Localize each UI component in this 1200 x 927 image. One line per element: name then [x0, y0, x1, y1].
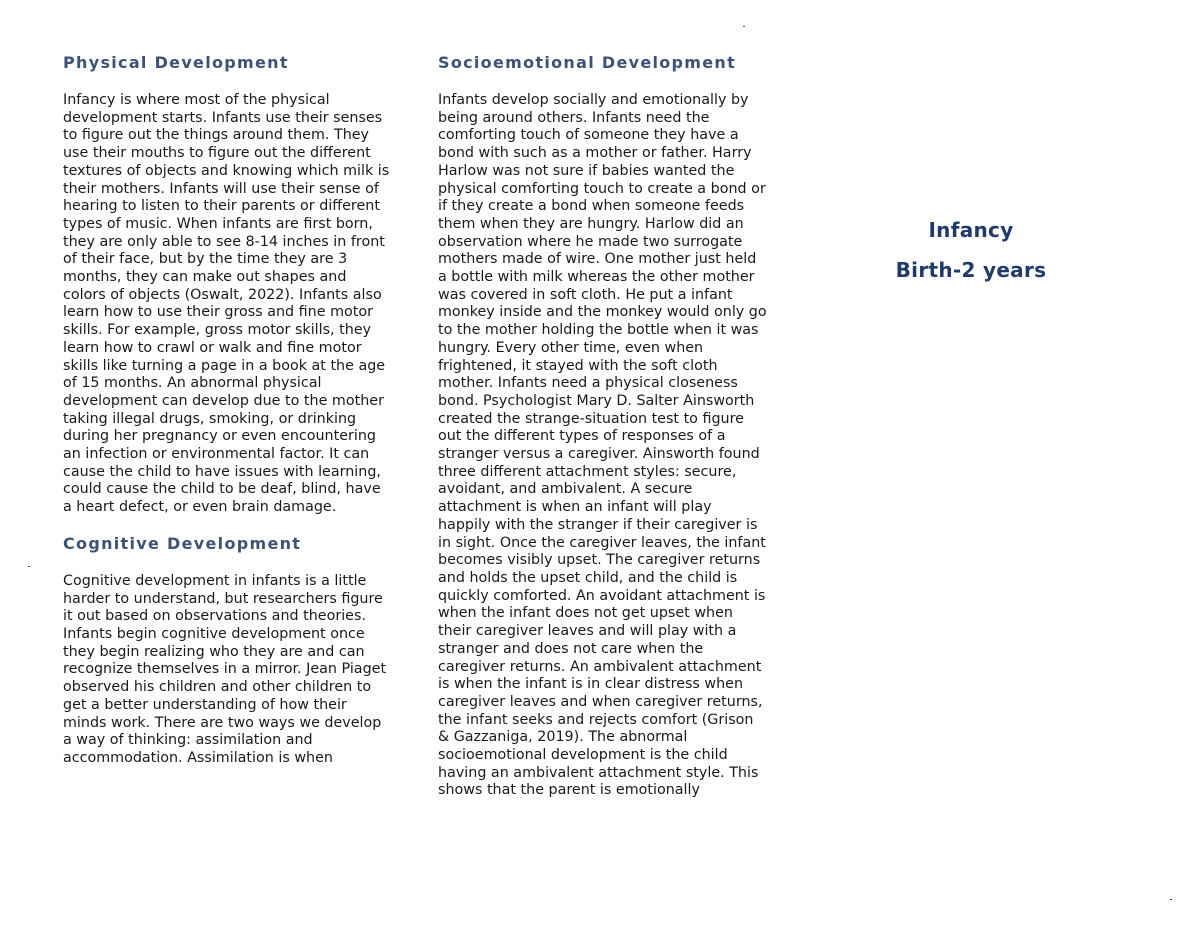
- cognitive-development-heading: Cognitive Development: [63, 533, 302, 553]
- socioemotional-development-text: Infants develop socially and emotionally by being around others. Infants need the comforting touch of someone they have a bond with such as a mother or father. Harry Harlow was not sure if babies wanted the physical comforting touch to create a bond or if they create a bond when someone feeds them when they are hungry. Harlow did an observation where he made two surrogate mothers made of wire. One mother just held a bottle with milk whereas the other mother was covered in soft cloth. He put a infant monkey inside and the monkey would only go to the mother holding the bottle when it was hungry. Every other time, even when frightened, it stayed with the soft cloth mother. Infants need a physical closeness bond. Psychologist Mary D. Salter Ainsworth created the strange-situation test to figure out the different types of responses of a stranger versus a caregiver. Ainsworth found three different attachment styles: secure, avoidant, and ambivalent. A secure attachment is when an infant will play happily with the stranger if their caregiver is in sight. Once the caregiver leaves, the infant becomes visibly upset. The caregiver returns and holds the upset child, and the child is quickly comforted. An avoidant attachment is when the infant does not get upset when their caregiver leaves and will play with a stranger and does not care when the caregiver returns. An ambivalent attachment is when the infant is in clear distress when caregiver leaves and when caregiver returns, the infant seeks and rejects comfort (Grison & Gazzaniga, 2019). The abnormal socioemotional development is the child having an ambivalent attachment style. This shows that the parent is emotionally: [438, 92, 767, 799]
- stray-mark-left: [28, 566, 30, 567]
- brochure-title: Infancy: [928, 218, 1014, 242]
- stray-mark-top: [743, 26, 745, 27]
- brochure-subtitle: Birth-2 years: [895, 258, 1047, 282]
- socioemotional-development-heading: Socioemotional Development: [438, 53, 737, 72]
- title-panel: [870, 218, 1072, 282]
- physical-development-heading: Physical Development: [63, 53, 289, 72]
- physical-development-text: Infancy is where most of the physical development starts. Infants use their senses to figure out the things around them. They use their mouths to figure out the different textures of objects and knowing which milk is their mothers. Infants will use their sense of hearing to listen to their parents or different types of music. When infants are first born, they are only able to see 8-14 inches in front of their face, but by the time they are 3 months, they can make out shapes and colors of objects (Oswalt, 2022). Infants also learn how to use their gross and fine motor skills. For example, gross motor skills, they learn how to crawl or walk and fine motor skills like turning a page in a book at the age of 15 months. An abnormal physical development can develop due to the mother taking illegal drugs, smoking, or drinking during her pregnancy or even encountering an infection or environmental factor. It can cause the child to have issues with learning, could cause the child to be deaf, blind, have a heart defect, or even brain damage.: [63, 92, 390, 516]
- middle-column: [438, 52, 768, 800]
- left-column: [63, 52, 393, 768]
- cognitive-development-text: Cognitive development in infants is a little harder to understand, but researchers figure it out based on observations and theories. Infants begin cognitive development once they begin realizing who they are and can recognize themselves in a mirror. Jean Piaget observed his children and other children to get a better understanding of how their minds work. There are two ways we develop a way of thinking: assimilation and accommodation. Assimilation is when: [63, 572, 387, 766]
- stray-mark-bottom: [1170, 899, 1172, 900]
